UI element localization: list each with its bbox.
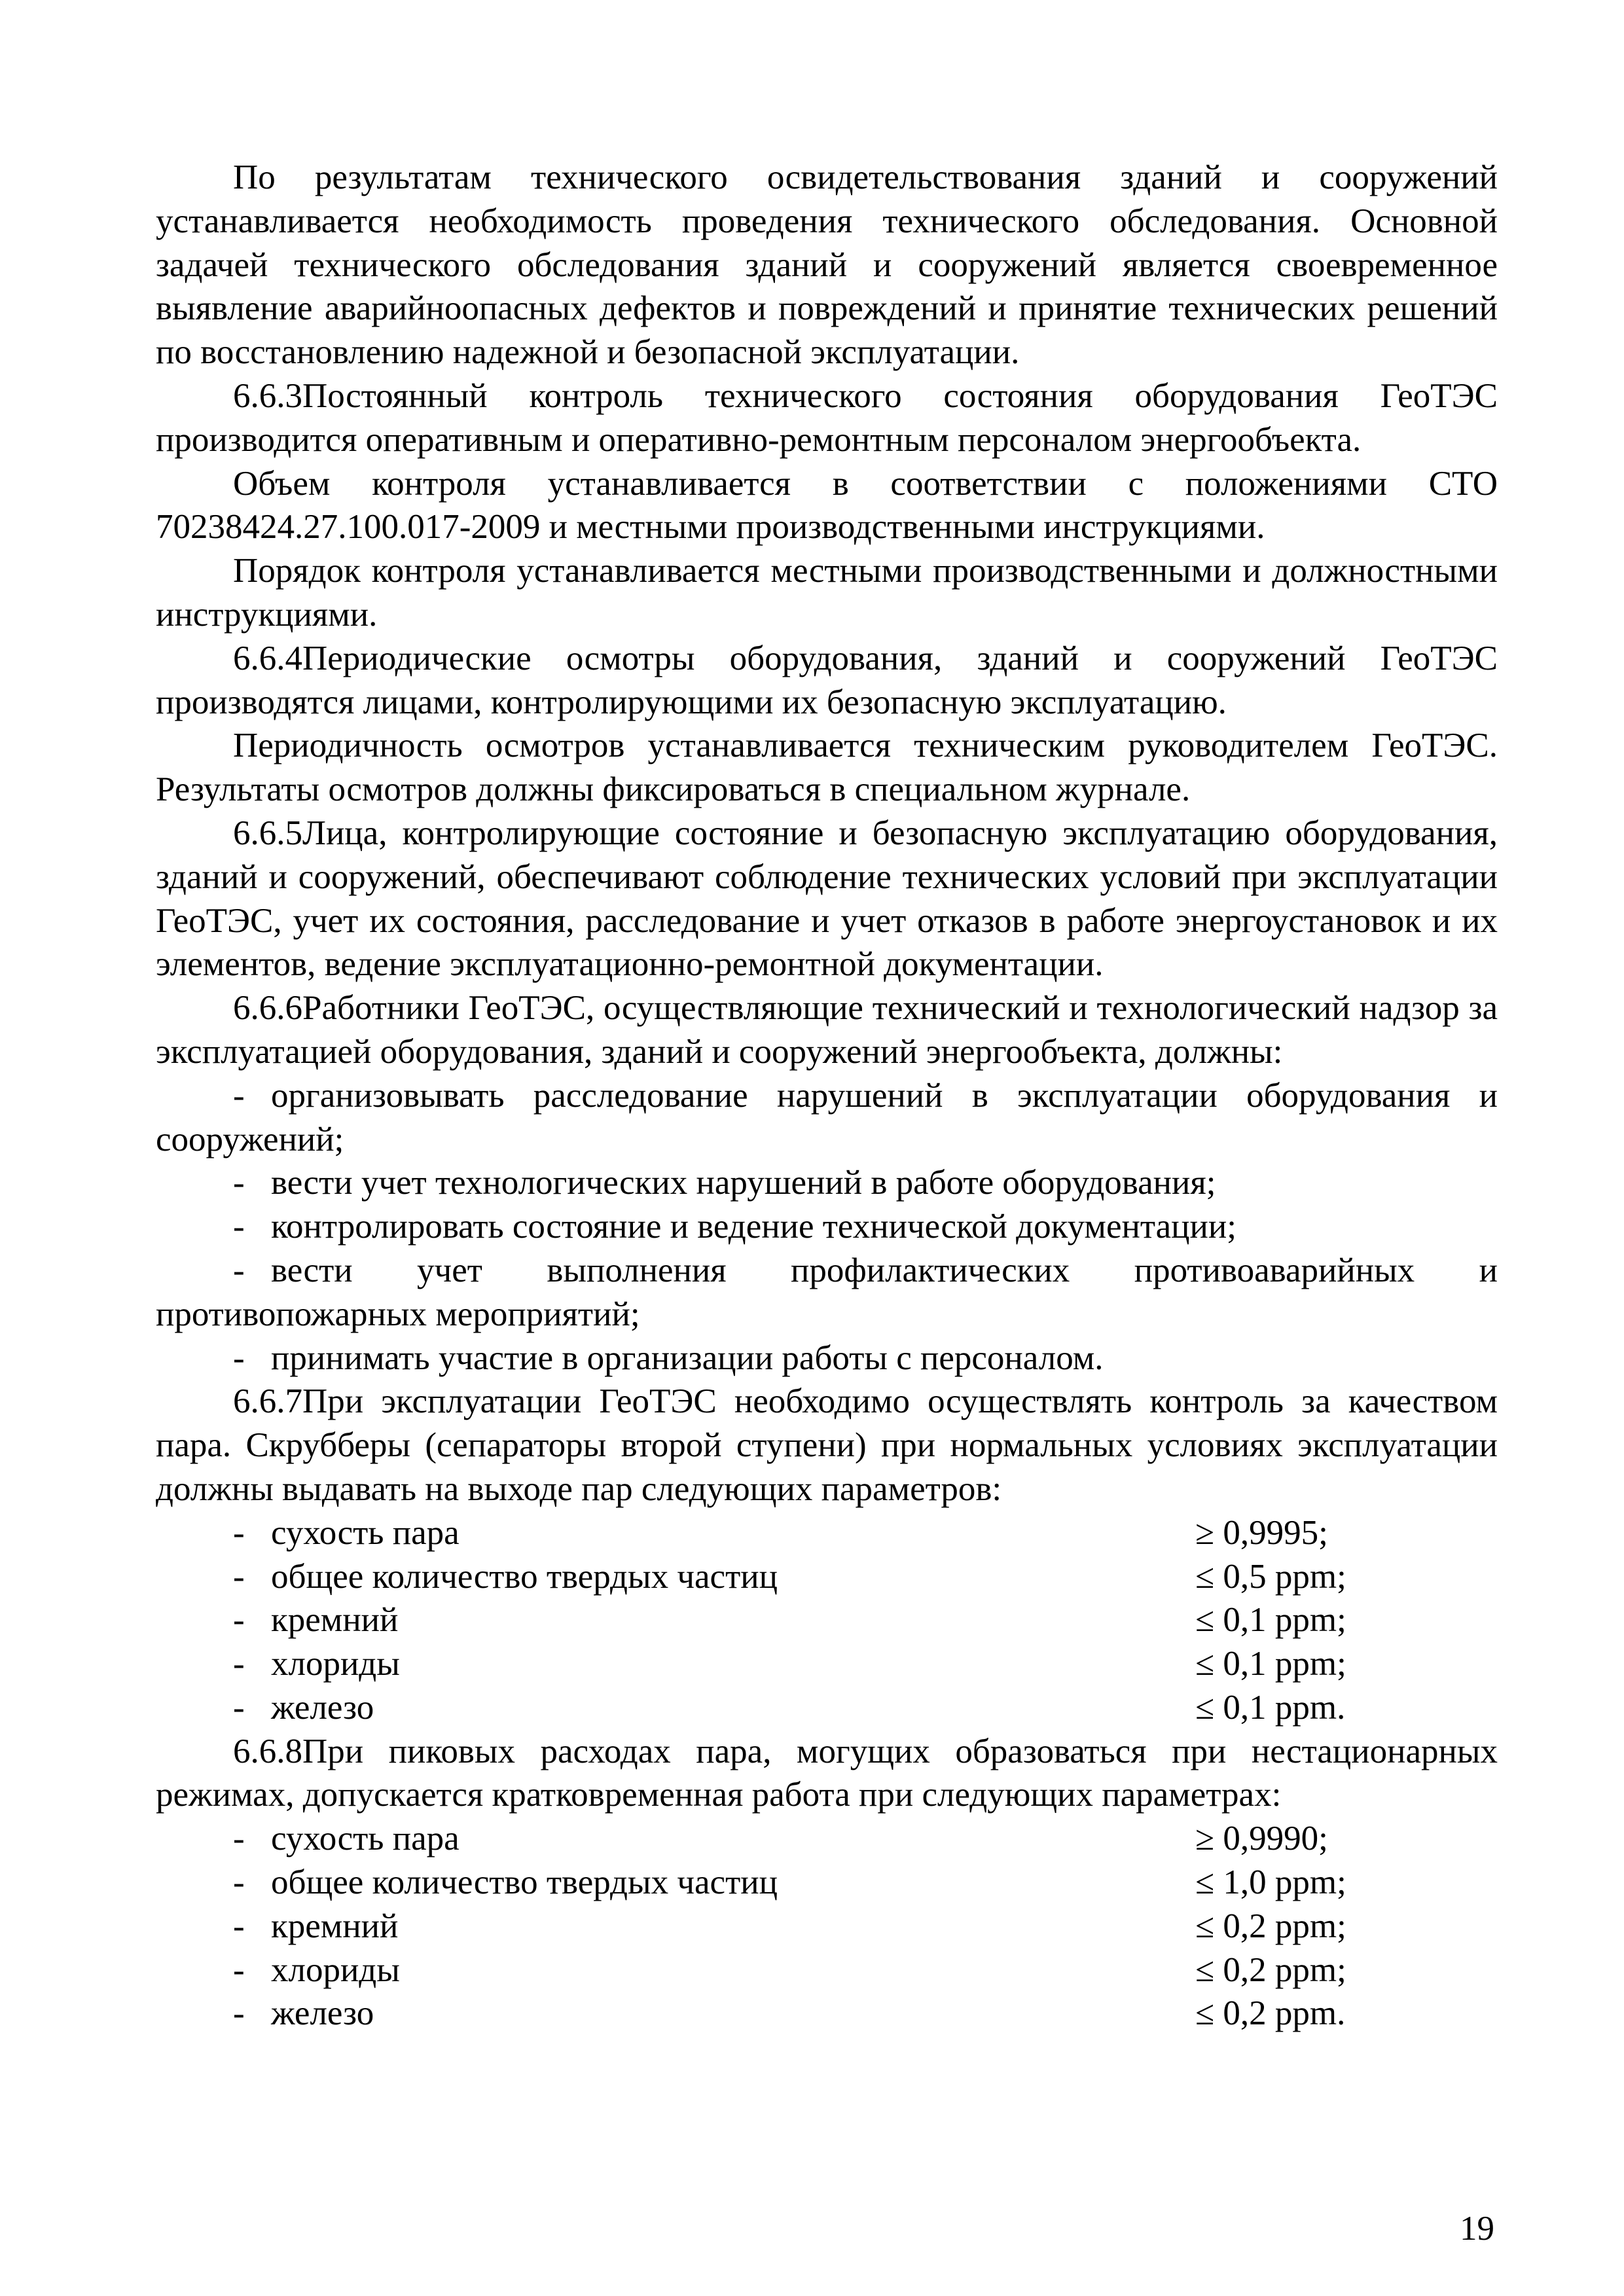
page-number: 19 [1460,2210,1494,2248]
list-dash: - [233,1907,245,1945]
parameter-row [156,1642,1498,1686]
parameter-name: кремний [271,1601,399,1640]
list-dash: - [233,1688,245,1727]
list-dash: - [233,1338,245,1377]
parameter-value: ≤ 0,2 ppm; [1195,1950,1346,1989]
parameter-row [156,1861,1498,1905]
parameter-name: железо [271,1688,374,1727]
duty-text: организовывать расследование нарушений в эксплуатации оборудования и сооружений; [156,1076,1498,1158]
paragraph-control-order: Порядок контроля устанавливается местными производственными и должностными инструкциями. [156,552,1498,634]
parameter-row [156,1817,1498,1861]
list-item [156,1205,1498,1249]
paragraph-6-6-5: 6.6.5Лица, контролирующие состояние и безопасную эксплуатацию оборудования, зданий и сооружений, обеспечивают соблюдение технических условий при эксплуатации ГеоТЭС, учет их состояния, расследование и учет отказов в работе энергоустановок и их элементов, ведение эксплуатационно-ремонтной документации. [156,814,1498,984]
parameter-value: ≤ 0,2 ppm; [1195,1907,1346,1945]
list-dash: - [233,1950,245,1989]
parameter-row [156,1598,1498,1642]
paragraph-control-scope: Объем контроля устанавливается в соответствии с положениями СТО 70238424.27.100.017-2009 и местными производственными инструкциями. [156,464,1498,547]
document-page [156,156,1498,2036]
list-dash: - [233,1820,245,1858]
list-dash: - [233,1994,245,2033]
parameter-value: ≤ 0,5 ppm; [1195,1557,1346,1596]
parameter-name: общее количество твердых частиц [271,1557,778,1596]
duty-text: вести учет выполнения профилактических противоаварийных и противопожарных мероприятий; [156,1251,1498,1333]
duty-text: контролировать состояние и ведение технической документации; [271,1208,1236,1246]
parameter-row [156,1992,1498,2036]
parameter-name: хлориды [271,1645,400,1683]
normal-steam-parameters [156,1511,1498,1730]
parameter-value: ≤ 1,0 ppm; [1195,1863,1346,1902]
list-dash: - [233,1863,245,1902]
paragraph-6-6-8: 6.6.8При пиковых расходах пара, могущих образоваться при нестационарных режимах, допускается кратковременная работа при следующих параметрах: [156,1732,1498,1814]
parameter-row [156,1511,1498,1555]
list-item [156,1161,1498,1205]
parameter-value: ≥ 0,9990; [1195,1820,1328,1858]
parameter-name: хлориды [271,1950,400,1989]
parameter-name: сухость пара [271,1820,460,1858]
parameter-value: ≤ 0,1 ppm; [1195,1601,1346,1640]
parameter-name: железо [271,1994,374,2033]
list-dash: - [233,1513,245,1552]
parameter-name: общее количество твердых частиц [271,1863,778,1902]
list-dash: - [233,1601,245,1640]
paragraph-6-6-4: 6.6.4Периодические осмотры оборудования, зданий и сооружений ГеоТЭС производятся лицами, контролирующими их безопасную эксплуатацию. [156,639,1498,721]
list-dash: - [233,1251,245,1289]
parameter-row [156,1686,1498,1730]
list-item [156,1336,1498,1380]
parameter-name: сухость пара [271,1513,460,1552]
parameter-row [156,1948,1498,1992]
duty-text: вести учет технологических нарушений в работе оборудования; [271,1164,1216,1202]
parameter-value: ≤ 0,1 ppm; [1195,1645,1346,1683]
paragraph-inspection-frequency: Периодичность осмотров устанавливается техническим руководителем ГеоТЭС. Результаты осмотров должны фиксироваться в специальном журнале. [156,726,1498,809]
list-dash: - [233,1208,245,1246]
list-dash: - [233,1645,245,1683]
parameter-value: ≤ 0,1 ppm. [1195,1688,1346,1727]
list-item [156,1249,1498,1336]
parameter-name: кремний [271,1907,399,1945]
parameter-row [156,1555,1498,1599]
parameter-value: ≥ 0,9995; [1195,1513,1328,1552]
list-item [156,1074,1498,1162]
list-dash: - [233,1076,245,1115]
duties-list [156,1074,1498,1380]
duty-text: принимать участие в организации работы с персоналом. [271,1338,1104,1377]
peak-steam-parameters [156,1817,1498,2036]
parameter-row [156,1905,1498,1948]
paragraph-6-6-3: 6.6.3Постоянный контроль технического состояния оборудования ГеоТЭС производится оперативным и оперативно-ремонтным персоналом энергообъекта. [156,376,1498,459]
paragraph-inspection-results: По результатам технического освидетельствования зданий и сооружений устанавливается необходимость проведения технического обследования. Основной задачей технического обследования зданий и сооружений является своевременное выявление аварийноопасных дефектов и повреждений и принятие технических решений по восстановлению надежной и безопасной эксплуатации. [156,158,1498,372]
paragraph-6-6-6: 6.6.6Работники ГеоТЭС, осуществляющие технический и технологический надзор за эксплуатацией оборудования, зданий и сооружений энергообъекта, должны: [156,989,1498,1071]
paragraph-6-6-7: 6.6.7При эксплуатации ГеоТЭС необходимо осуществлять контроль за качеством пара. Скрубберы (сепараторы второй ступени) при нормальных условиях эксплуатации должны выдавать на выходе пар следующих параметров: [156,1382,1498,1508]
list-dash: - [233,1557,245,1596]
parameter-value: ≤ 0,2 ppm. [1195,1994,1346,2033]
list-dash: - [233,1164,245,1202]
